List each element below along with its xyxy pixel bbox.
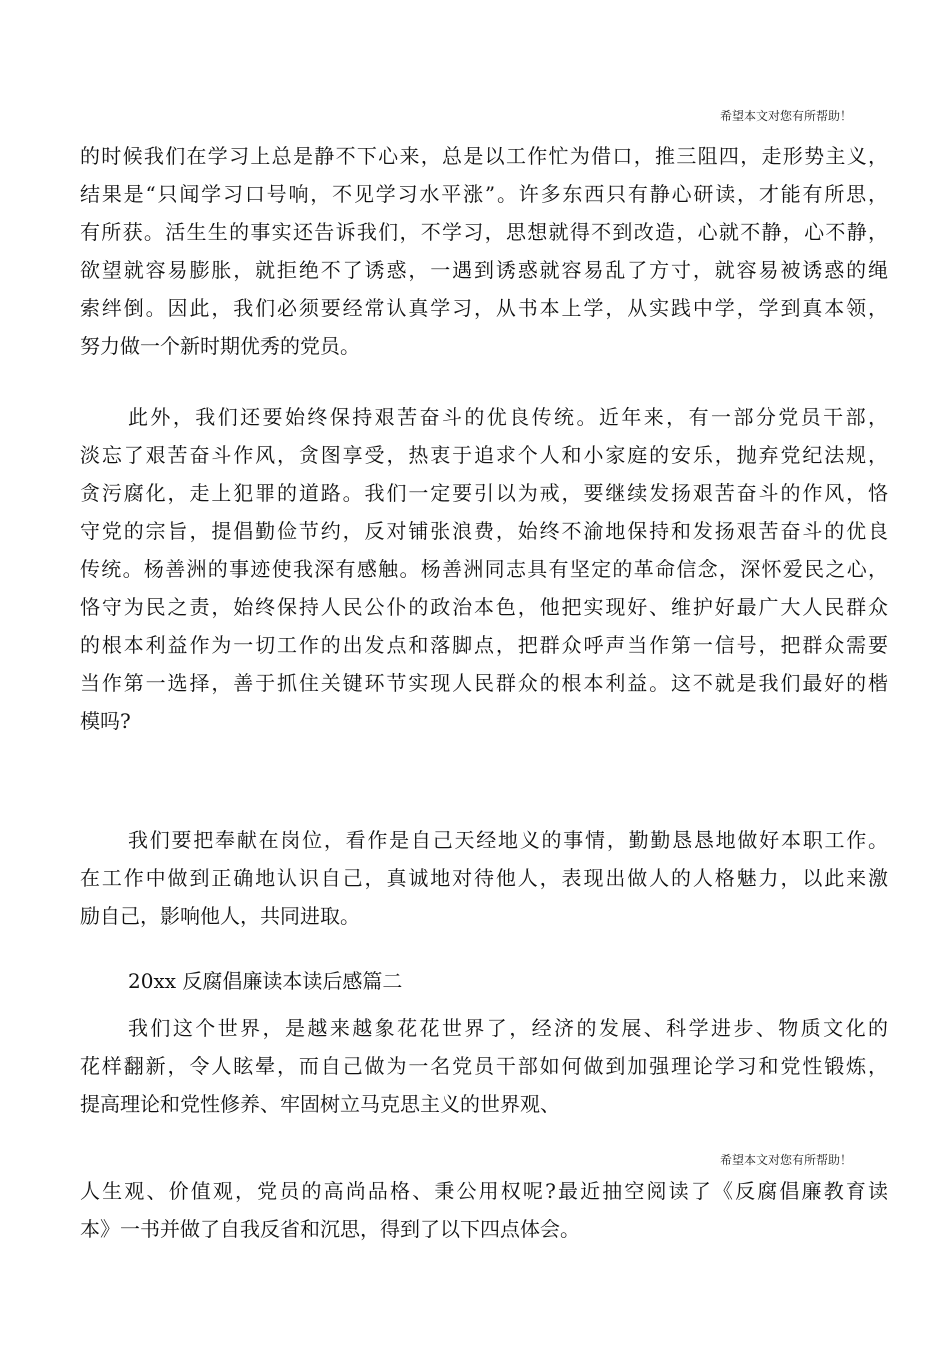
- page-header-note: 希望本文对您有所帮助！: [719, 109, 852, 123]
- text-line: 花样翻新，令人眩晕，而自己做为一名党员干部如何做到加强理论学习和党性锻炼，: [80, 1054, 888, 1078]
- text-line: 我们要把奉献在岗位，看作是自己天经地义的事情，勤勤恳恳地做好本职工作。: [128, 828, 888, 852]
- text-line: 贪污腐化，走上犯罪的道路。我们一定要引以为戒，要继续发扬艰苦奋斗的作风，恪: [80, 481, 888, 505]
- paragraph-4: [80, 1009, 888, 1123]
- text-line: 人生观、价值观，党员的高尚品格、秉公用权呢?最近抽空阅读了《反腐倡廉教育读: [80, 1179, 888, 1203]
- text-line: 有所获。活生生的事实还告诉我们，不学习，思想就得不到改造，心就不静，心不静，: [80, 220, 888, 244]
- section-heading: [80, 962, 888, 1000]
- text-line: 我们这个世界，是越来越象花花世界了，经济的发展、科学进步、物质文化的: [128, 1016, 888, 1040]
- text-line: 努力做一个新时期优秀的党员。: [80, 334, 360, 358]
- text-line: 模吗?: [80, 709, 131, 733]
- text-line: 恪守为民之责，始终保持人民公仆的政治本色，他把实现好、维护好最广大人民群众: [80, 595, 888, 619]
- text-line: 守党的宗旨，提倡勤俭节约，反对铺张浪费，始终不渝地保持和发扬艰苦奋斗的优良: [80, 519, 888, 543]
- section-heading-text: 20xx 反腐倡廉读本读后感篇二: [128, 969, 403, 993]
- text-line: 本》一书并做了自我反省和沉思，得到了以下四点体会。: [80, 1217, 580, 1241]
- paragraph-3: [80, 821, 888, 935]
- text-line: 提高理论和党性修养、牢固树立马克思主义的世界观、: [80, 1092, 560, 1116]
- text-line: 结果是“只闻学习口号响，不见学习水平涨”。许多东西只有静心研读，才能有所思，: [80, 182, 888, 206]
- text-line: 此外，我们还要始终保持艰苦奋斗的优良传统。近年来，有一部分党员干部，: [128, 405, 888, 429]
- text-line: 励自己，影响他人，共同进取。: [80, 904, 360, 928]
- page-header-note: 希望本文对您有所帮助！: [719, 1153, 852, 1167]
- text-line: 索绊倒。因此，我们必须要经常认真学习，从书本上学，从实践中学，学到真本领，: [80, 296, 888, 320]
- text-line: 当作第一选择，善于抓住关键环节实现人民群众的根本利益。这不就是我们最好的楷: [80, 671, 888, 695]
- text-line: 的时候我们在学习上总是静不下心来，总是以工作忙为借口，推三阻四，走形势主义，: [80, 144, 888, 168]
- paragraph-2: [80, 398, 888, 740]
- text-line: 淡忘了艰苦奋斗作风，贪图享受，热衷于追求个人和小家庭的安乐，抛弃党纪法规，: [80, 443, 888, 467]
- text-line: 在工作中做到正确地认识自己，真诚地对待他人，表现出做人的人格魅力，以此来激: [80, 866, 888, 890]
- paragraph-1: [80, 137, 888, 365]
- paragraph-5: [80, 1172, 888, 1248]
- text-line: 传统。杨善洲的事迹使我深有感触。杨善洲同志具有坚定的革命信念，深怀爱民之心，: [80, 557, 888, 581]
- text-line: 欲望就容易膨胀，就拒绝不了诱惑，一遇到诱惑就容易乱了方寸，就容易被诱惑的绳: [80, 258, 888, 282]
- text-line: 的根本利益作为一切工作的出发点和落脚点，把群众呼声当作第一信号，把群众需要: [80, 633, 888, 657]
